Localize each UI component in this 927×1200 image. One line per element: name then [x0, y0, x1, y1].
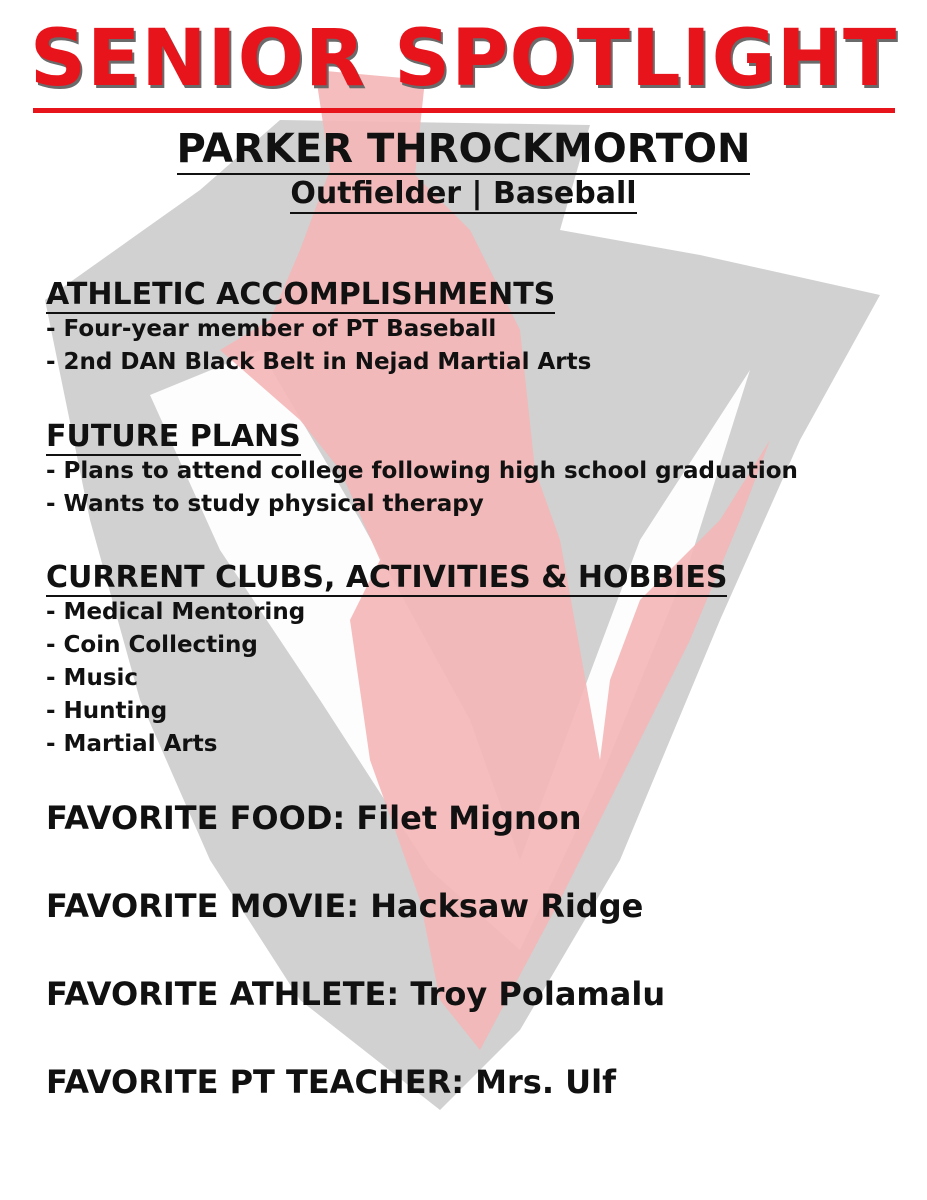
section-heading-text: FUTURE PLANS [46, 419, 301, 454]
clubs-list [46, 596, 906, 761]
list-item: - Medical Mentoring [46, 599, 306, 625]
section-heading [46, 560, 906, 596]
list-item: - Hunting [46, 698, 168, 724]
list-item: - Wants to study physical therapy [46, 491, 484, 517]
favorite-athlete: FAVORITE ATHLETE: Troy Polamalu [46, 975, 666, 1013]
banner-title: SENIOR SPOTLIGHT [29, 14, 898, 104]
list-item: - Coin Collecting [46, 632, 258, 658]
list-item: - Four-year member of PT Baseball [46, 316, 497, 342]
banner-divider [33, 108, 895, 113]
section-heading [46, 277, 906, 313]
student-role-text: Outfielder | Baseball [290, 176, 636, 214]
future-plans-list [46, 455, 906, 521]
student-role [0, 174, 927, 214]
student-name [0, 124, 927, 174]
favorite-food: FAVORITE FOOD: Filet Mignon [46, 799, 582, 837]
student-name-text: PARKER THROCKMORTON [177, 126, 751, 175]
section-heading-text: ATHLETIC ACCOMPLISHMENTS [46, 277, 556, 312]
clubs-activities-section [46, 560, 906, 761]
favorite-movie: FAVORITE MOVIE: Hacksaw Ridge [46, 887, 644, 925]
accomplishments-list [46, 313, 906, 379]
favorite-teacher: FAVORITE PT TEACHER: Mrs. Ulf [46, 1063, 616, 1101]
list-item: - Martial Arts [46, 731, 218, 757]
list-item: - 2nd DAN Black Belt in Nejad Martial Arts [46, 349, 592, 375]
list-item: - Plans to attend college following high school graduation [46, 458, 798, 484]
section-heading [46, 419, 906, 455]
list-item: - Music [46, 665, 139, 691]
section-heading-text: CURRENT CLUBS, ACTIVITIES & HOBBIES [46, 560, 728, 595]
future-plans-section [46, 419, 906, 521]
athletic-accomplishments-section [46, 277, 906, 379]
